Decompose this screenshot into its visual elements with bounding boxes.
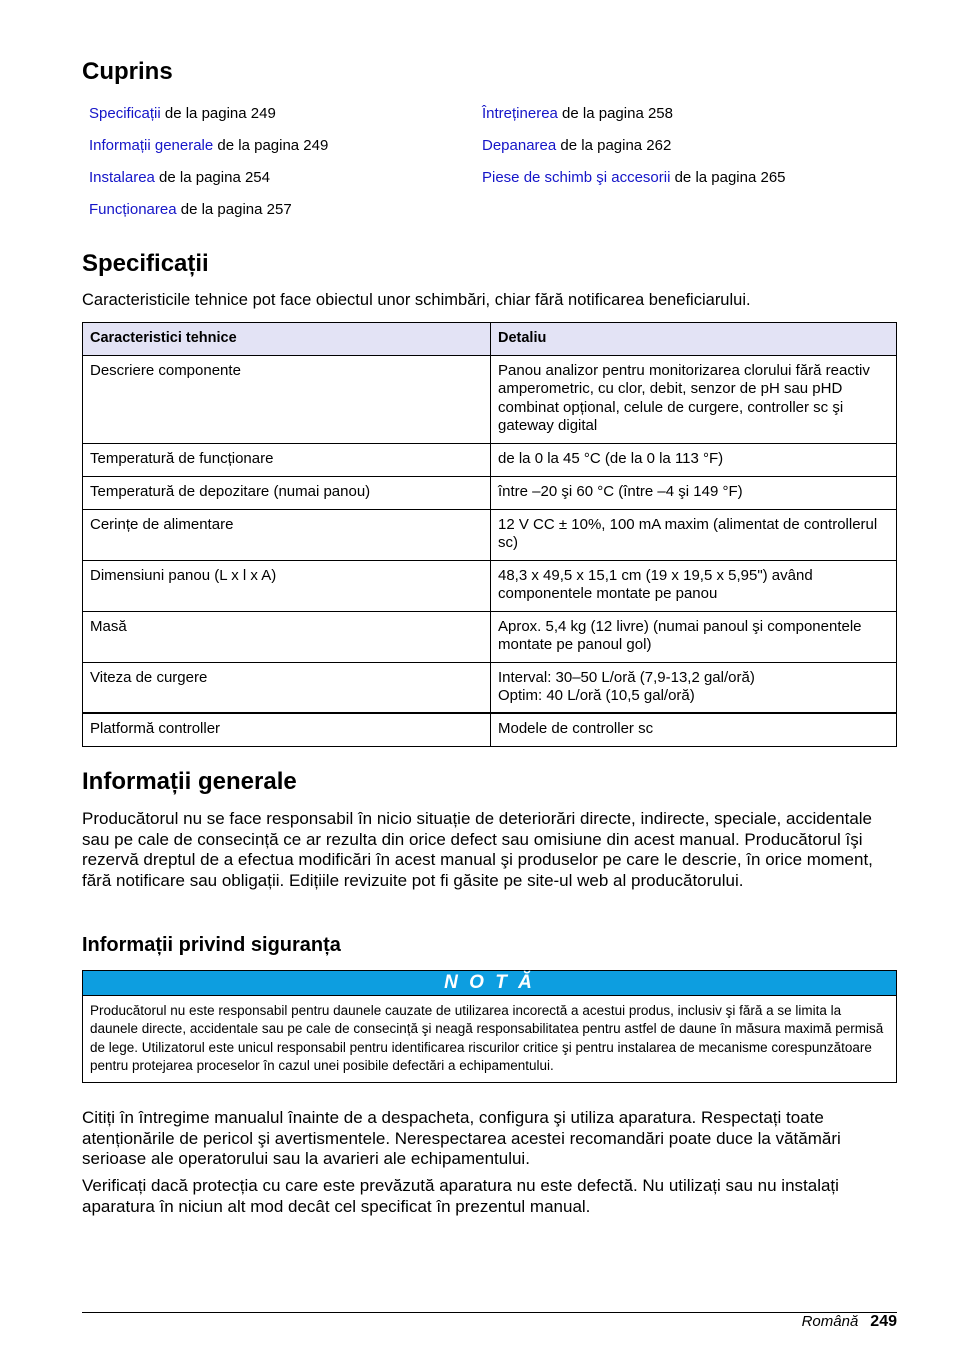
table-row — [83, 355, 897, 443]
toc-entry — [89, 136, 328, 168]
column-header: Detaliu — [491, 323, 897, 356]
spec-name: Descriere componente — [83, 355, 491, 443]
spec-value: 12 V CC ± 10%, 100 mA maxim (alimentat de controllerul sc) — [491, 509, 897, 560]
spec-intro: Caracteristicile tehnice pot face obiectul unor schimbări, chiar fără notificarea beneficiarului. — [82, 291, 751, 309]
toc-link-depanarea[interactable]: Depanarea — [482, 137, 557, 154]
general-paragraph: Producătorul nu se face responsabil în nicio situație de deteriorări directe, indirecte, speciale, accidentale sau pe cale de consecință ce ar rezulta din orice defect sau omisiune din acest manual. Producătorul îşi rezervă dreptul de a efectua modificări în acest manual şi produselor pe care le descrie, în orice moment, fără notificare sau obligații. Edițiile revizuite pot fi găsite pe site-ul web al producătorului. — [82, 809, 873, 890]
note-title: N O T Ă — [83, 971, 896, 996]
toc-link-piese-de-schimb[interactable]: Piese de schimb şi accesorii — [482, 169, 671, 186]
spec-name: Temperatură de depozitare (numai panou) — [83, 476, 491, 509]
toc-entry — [89, 200, 328, 232]
general-heading: Informații generale — [82, 768, 297, 795]
spec-heading: Specificații — [82, 250, 209, 277]
toc-entry — [482, 168, 786, 200]
spec-name: Temperatură de funcționare — [83, 443, 491, 476]
spec-value: Panou analizor pentru monitorizarea clorului fără reactiv amperometric, cu clor, debit, senzor de pH sau pHD combinat opțional, celule de curgere, controller sc şi gateway digital — [491, 355, 897, 443]
spec-name: Platformă controller — [83, 713, 491, 746]
toc-entry — [89, 168, 328, 200]
page-footer — [802, 1313, 897, 1331]
spec-name: Cerințe de alimentare — [83, 509, 491, 560]
toc-link-informatii-generale[interactable]: Informații generale — [89, 137, 214, 154]
spec-name: Dimensiuni panou (L x l x A) — [83, 560, 491, 611]
toc-page-ref: de la pagina 257 — [176, 201, 292, 218]
toc-page-ref: de la pagina 262 — [556, 137, 672, 154]
column-header: Caracteristici tehnice — [83, 323, 491, 356]
spec-name: Masă — [83, 611, 491, 662]
toc-page-ref: de la pagina 249 — [213, 137, 329, 154]
spec-table — [82, 322, 897, 747]
toc-heading: Cuprins — [82, 58, 173, 85]
spec-value-line: Optim: 40 L/oră (10,5 gal/oră) — [498, 687, 695, 704]
footer-language: Română — [801, 1313, 859, 1330]
safety-paragraph-2: Verificați dacă protecția cu care este prevăzută aparatura nu este defectă. Nu utilizați sau nu instalați aparatura în niciun alt mod decât cel specificat în prezentul manual. — [82, 1176, 839, 1216]
safety-heading: Informații privind siguranța — [82, 934, 341, 956]
table-row — [83, 560, 897, 611]
toc-right-column — [482, 104, 786, 200]
toc-left-column — [89, 104, 328, 232]
toc-entry — [482, 104, 786, 136]
spec-value: Modele de controller sc — [491, 713, 897, 746]
toc-entry — [482, 136, 786, 168]
table-row — [83, 662, 897, 713]
table-row — [83, 509, 897, 560]
spec-name: Viteza de curgere — [83, 662, 491, 713]
safety-paragraph-1: Citiți în întregime manualul înainte de a despacheta, configura şi utiliza aparatura. Respectați toate atenționările de pericol şi avertismentele. Nerespectarea acestei recomandări poate duce la vătămări serioase ale operatorului sau la avarieri ale echipamentului. — [82, 1108, 841, 1168]
toc-link-intretinerea[interactable]: Întreținerea — [482, 105, 558, 122]
spec-value: între –20 şi 60 °C (între –4 şi 149 °F) — [491, 476, 897, 509]
table-row — [83, 713, 897, 746]
spec-value: Aprox. 5,4 kg (12 livre) (numai panoul şi componentele montate pe panoul gol) — [491, 611, 897, 662]
table-row — [83, 476, 897, 509]
spec-value: 48,3 x 49,5 x 15,1 cm (19 x 19,5 x 5,95") având componentele montate pe panou — [491, 560, 897, 611]
footer-rule — [82, 1312, 897, 1313]
spec-value — [491, 662, 897, 713]
table-row — [83, 443, 897, 476]
table-row — [83, 611, 897, 662]
toc-link-specificatii[interactable]: Specificații — [89, 105, 161, 122]
toc-link-functionarea[interactable]: Funcționarea — [89, 201, 177, 218]
table-header-row — [83, 323, 897, 356]
page-number: 249 — [870, 1313, 897, 1330]
toc-page-ref: de la pagina 254 — [154, 169, 270, 186]
note-text: Producătorul nu este responsabil pentru daunele cauzate de utilizarea incorectă a acestui produs, inclusiv şi fără a se limita la daunele directe, accidentale sau pe cale de consecință şi neagă responsabilitatea pentru astfel de daune în măsura maximă permisă de lege. Utilizatorul este unicul responsabil pentru identificarea riscurilor critice şi pentru instalarea de mecanisme corespunzătoare pentru protejarea proceselor în cazul unei posibile defectări a echipamentului. — [90, 1003, 884, 1073]
spec-value-line: Interval: 30–50 L/oră (7,9-13,2 gal/oră) — [498, 668, 755, 686]
toc-link-instalarea[interactable]: Instalarea — [89, 169, 155, 186]
spec-value: de la 0 la 45 °C (de la 0 la 113 °F) — [491, 443, 897, 476]
toc-page-ref: de la pagina 258 — [557, 105, 673, 122]
note-box — [82, 970, 897, 1083]
toc-entry — [89, 104, 328, 136]
toc-page-ref: de la pagina 265 — [670, 169, 786, 186]
toc-page-ref: de la pagina 249 — [160, 105, 276, 122]
